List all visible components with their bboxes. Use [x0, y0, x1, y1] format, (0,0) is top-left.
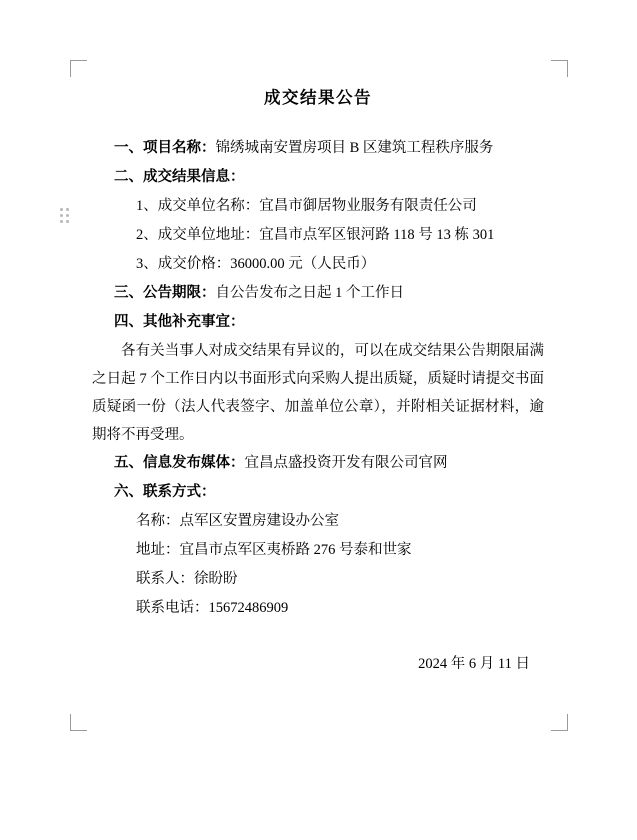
section-4-heading: 四、其他补充事宜： [114, 314, 245, 330]
document-title: 成交结果公告 [264, 88, 372, 107]
contact-person: 联系人：徐盼盼 [136, 571, 238, 587]
crop-mark-top-left [70, 60, 87, 77]
section-2-item-1: 1、成交单位名称：宜昌市御居物业服务有限责任公司 [136, 198, 477, 214]
handle-dot [66, 220, 69, 223]
handle-dot [60, 208, 63, 211]
section-2-heading: 二、成交结果信息： [114, 169, 245, 185]
section-5-heading: 五、信息发布媒体： [114, 455, 245, 471]
section-5-value: 宜昌点盛投资开发有限公司官网 [244, 455, 448, 471]
document-date: 2024 年 6 月 11 日 [418, 656, 530, 672]
crop-mark-top-right [551, 60, 568, 77]
section-3-heading: 三、公告期限： [114, 285, 216, 301]
section-2-item-2 [92, 221, 544, 250]
crop-mark-bottom-left [70, 714, 87, 731]
section-6-heading: 六、联系方式： [114, 484, 216, 500]
section-2-item-3: 3、成交价格：36000.00 元（人民币） [136, 256, 376, 272]
handle-dot [66, 208, 69, 211]
handle-dot [60, 220, 63, 223]
crop-mark-bottom-right [551, 714, 568, 731]
section-2-item-2-text: 2、成交单位地址：宜昌市点军区银河路 118 号 13 栋 301 [136, 227, 495, 243]
contact-name: 名称：点军区安置房建设办公室 [136, 513, 339, 529]
section-3-value: 自公告发布之日起 1 个工作日 [215, 285, 404, 301]
section-1-value: 锦绣城南安置房项目 B 区建筑工程秩序服务 [215, 140, 494, 156]
document-body [92, 72, 544, 679]
handle-dot [66, 214, 69, 217]
contact-phone: 联系电话：15672486909 [136, 600, 289, 616]
handle-dot [60, 214, 63, 217]
section-1 [92, 134, 544, 163]
section-1-heading: 一、项目名称： [114, 140, 216, 156]
section-5 [92, 449, 544, 478]
drag-handle-icon[interactable] [60, 208, 70, 226]
section-4-paragraph: 各有关当事人对成交结果有异议的，可以在成交结果公告期限届满之日起 7 个工作日内以书面形式向采购人提出质疑，质疑时请提交书面质疑函一份（法人代表签字、加盖单位公章），并附相关证据材料，逾期将不再受理。 [92, 343, 544, 443]
contact-address: 地址：宜昌市点军区夷桥路 276 号泰和世家 [136, 542, 412, 558]
section-3 [92, 279, 544, 308]
